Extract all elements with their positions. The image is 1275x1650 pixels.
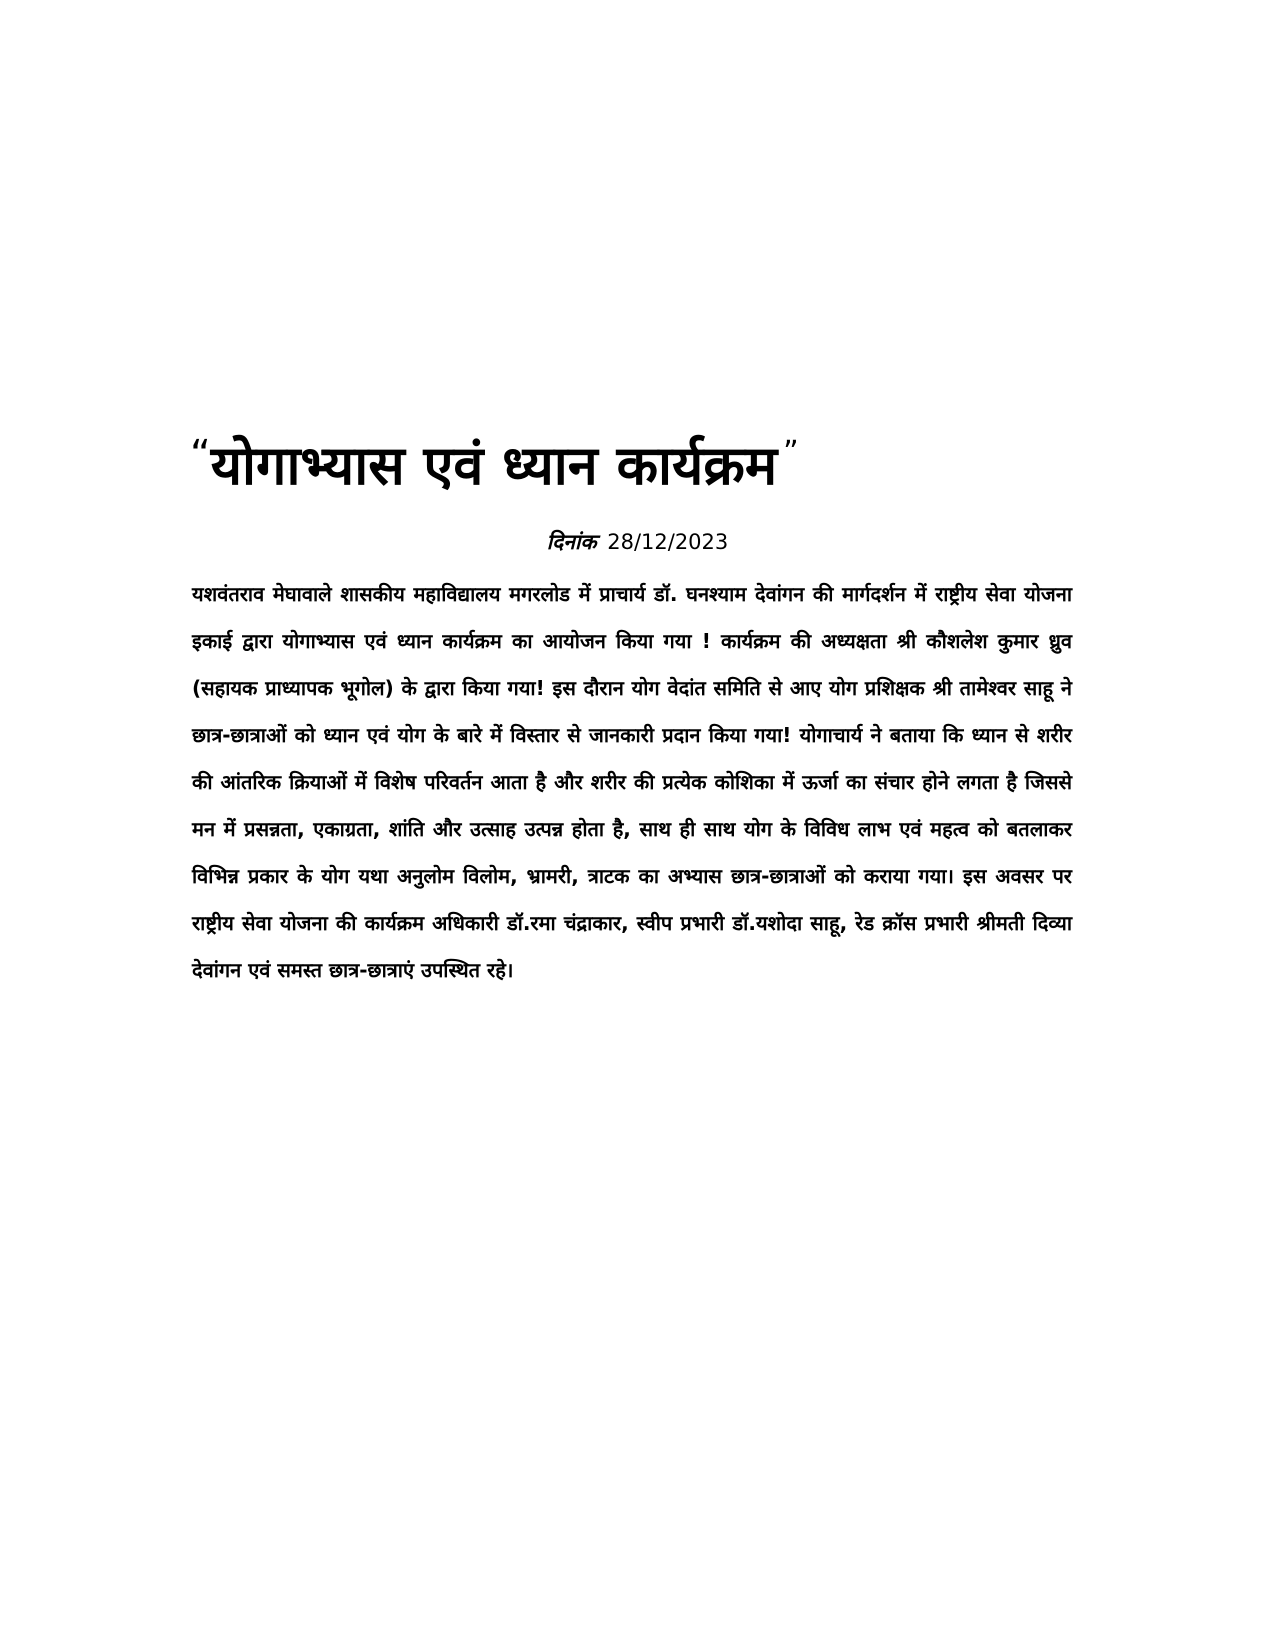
title-text: योगाभ्यास एवं ध्यान कार्यक्रम (210, 434, 778, 497)
date-value: 28/12/2023 (607, 530, 729, 554)
document-title (190, 418, 1090, 501)
date-label: दिनांक (546, 530, 597, 554)
date-line (0, 527, 1275, 557)
title-close-quote: ” (783, 435, 799, 470)
body-paragraph: यशवंतराव मेघावाले शासकीय महाविद्यालय मगरलोड में प्राचार्य डॉ. घनश्याम देवांगन की मार्गदर्शन में राष्ट्रीय सेवा योजना इकाई द्वारा योगाभ्यास एवं ध्यान कार्यक्रम का आयोजन किया गया ! कार्यक्रम की अध्यक्षता श्री कौशलेश कुमार ध्रुव (सहायक प्राध्यापक भूगोल) के द्वारा किया गया! इस दौरान योग वेदांत समिति से आए योग प्रशिक्षक श्री तामेश्वर साहू ने छात्र-छात्राओं को ध्यान एवं योग के बारे में विस्तार से जानकारी प्रदान किया गया! योगाचार्य ने बताया कि ध्यान से शरीर की आंतरिक क्रियाओं में विशेष परिवर्तन आता है और शरीर की प्रत्येक कोशिका में ऊर्जा का संचार होने लगता है जिससे मन में प्रसन्नता, एकाग्रता, शांति और उत्साह उत्पन्न होता है, साथ ही साथ योग के विविध लाभ एवं महत्व को बतलाकर विभिन्न प्रकार के योग यथा अनुलोम विलोम, भ्रामरी, त्राटक का अभ्यास छात्र-छात्राओं को कराया गया। इस अवसर पर राष्ट्रीय सेवा योजना की कार्यक्रम अधिकारी डॉ.रमा चंद्राकार, स्वीप प्रभारी डॉ.यशोदा साहू, रेड क्रॉस प्रभारी श्रीमती दिव्या देवांगन एवं समस्त छात्र-छात्राएं उपस्थित रहे। (192, 582, 1072, 982)
title-open-quote: “ (190, 432, 211, 478)
